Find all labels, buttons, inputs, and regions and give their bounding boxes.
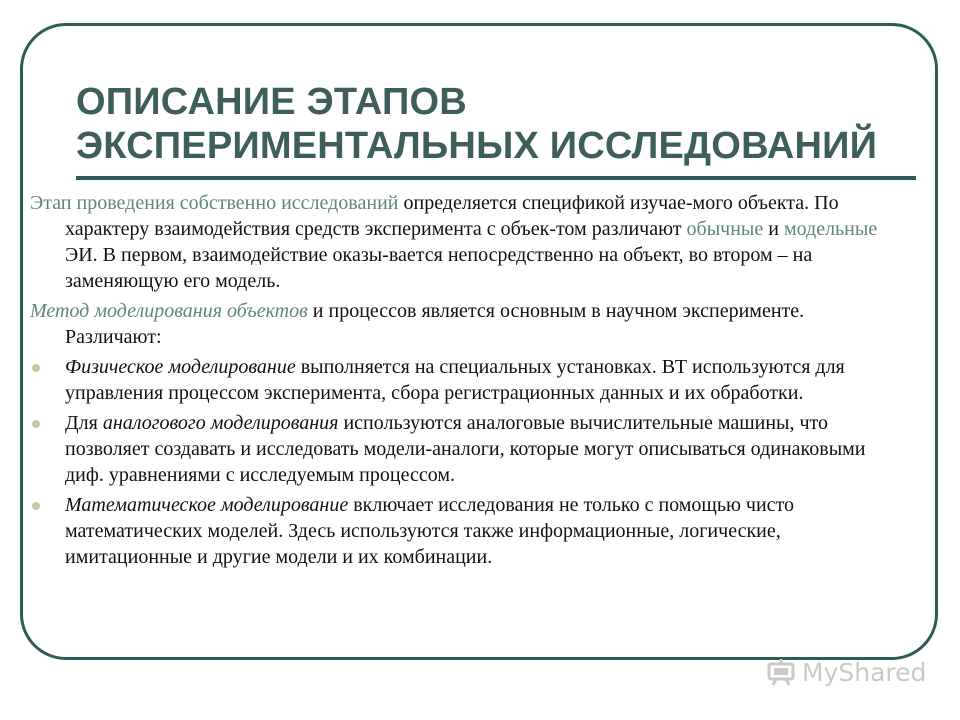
term-modeling-method: Метод моделирования объектов — [30, 300, 308, 322]
bullet-dot-icon — [32, 502, 40, 510]
paragraph-text: ЭИ. В первом, взаимодействие оказы-вается непосредственно на объект, во втором – на заменяющую его модель. — [65, 244, 813, 292]
watermark-text: MyShared — [802, 657, 927, 687]
term-math: Математическое моделирование — [65, 494, 349, 516]
list-item-text: Для — [65, 412, 103, 434]
paragraph-text: и — [763, 218, 784, 240]
list-item-text: выполняется на специальных установках. ВТ используются для управления процессом эксперимента, сбора регистрационных данных и их обработки. — [65, 356, 845, 404]
bullet-dot-icon — [32, 364, 40, 372]
title-divider — [76, 176, 916, 180]
bullet-dot-icon — [32, 420, 40, 428]
list-item-text: включает исследования не только с помощью чисто математических моделей. Здесь используются также информационные, логические, имитационные и другие модели и их комбинации. — [65, 494, 795, 568]
list-item-analog — [30, 410, 898, 488]
watermark — [766, 652, 926, 692]
title-line-2: ЭКСПЕРИМЕНТАЛЬНЫХ ИССЛЕДОВАНИЙ — [76, 125, 878, 167]
paragraph-research-stage — [30, 190, 898, 294]
modeling-types-list — [30, 354, 898, 570]
term-physical: Физическое моделирование — [65, 356, 296, 378]
paragraph-text: определяется спецификой изучае-мого объекта. По характеру взаимодействия средств эксперимента с объек-том различают — [65, 192, 839, 240]
term-analog: аналогового моделирования — [102, 412, 339, 434]
paragraph-text: и процессов является основным в научном эксперименте. Различают: — [65, 300, 805, 348]
projector-icon — [766, 657, 796, 687]
term-ordinary: обычные — [686, 218, 764, 240]
title-line-1: ОПИСАНИЕ ЭТАПОВ — [76, 81, 467, 123]
term-model: модельные — [783, 218, 878, 240]
paragraph-modeling-method — [30, 298, 898, 350]
slide-body — [30, 190, 898, 574]
list-item-math — [30, 492, 898, 570]
term-research-stage: Этап проведения собственно исследований — [30, 192, 399, 214]
list-item-physical — [30, 354, 898, 406]
list-item-text: используются аналоговые вычислительные машины, что позволяет создавать и исследовать модели-аналоги, которые могут описываться одинаковыми диф. уравнениями с исследуемым процессом. — [65, 412, 866, 486]
slide-title — [76, 80, 916, 168]
